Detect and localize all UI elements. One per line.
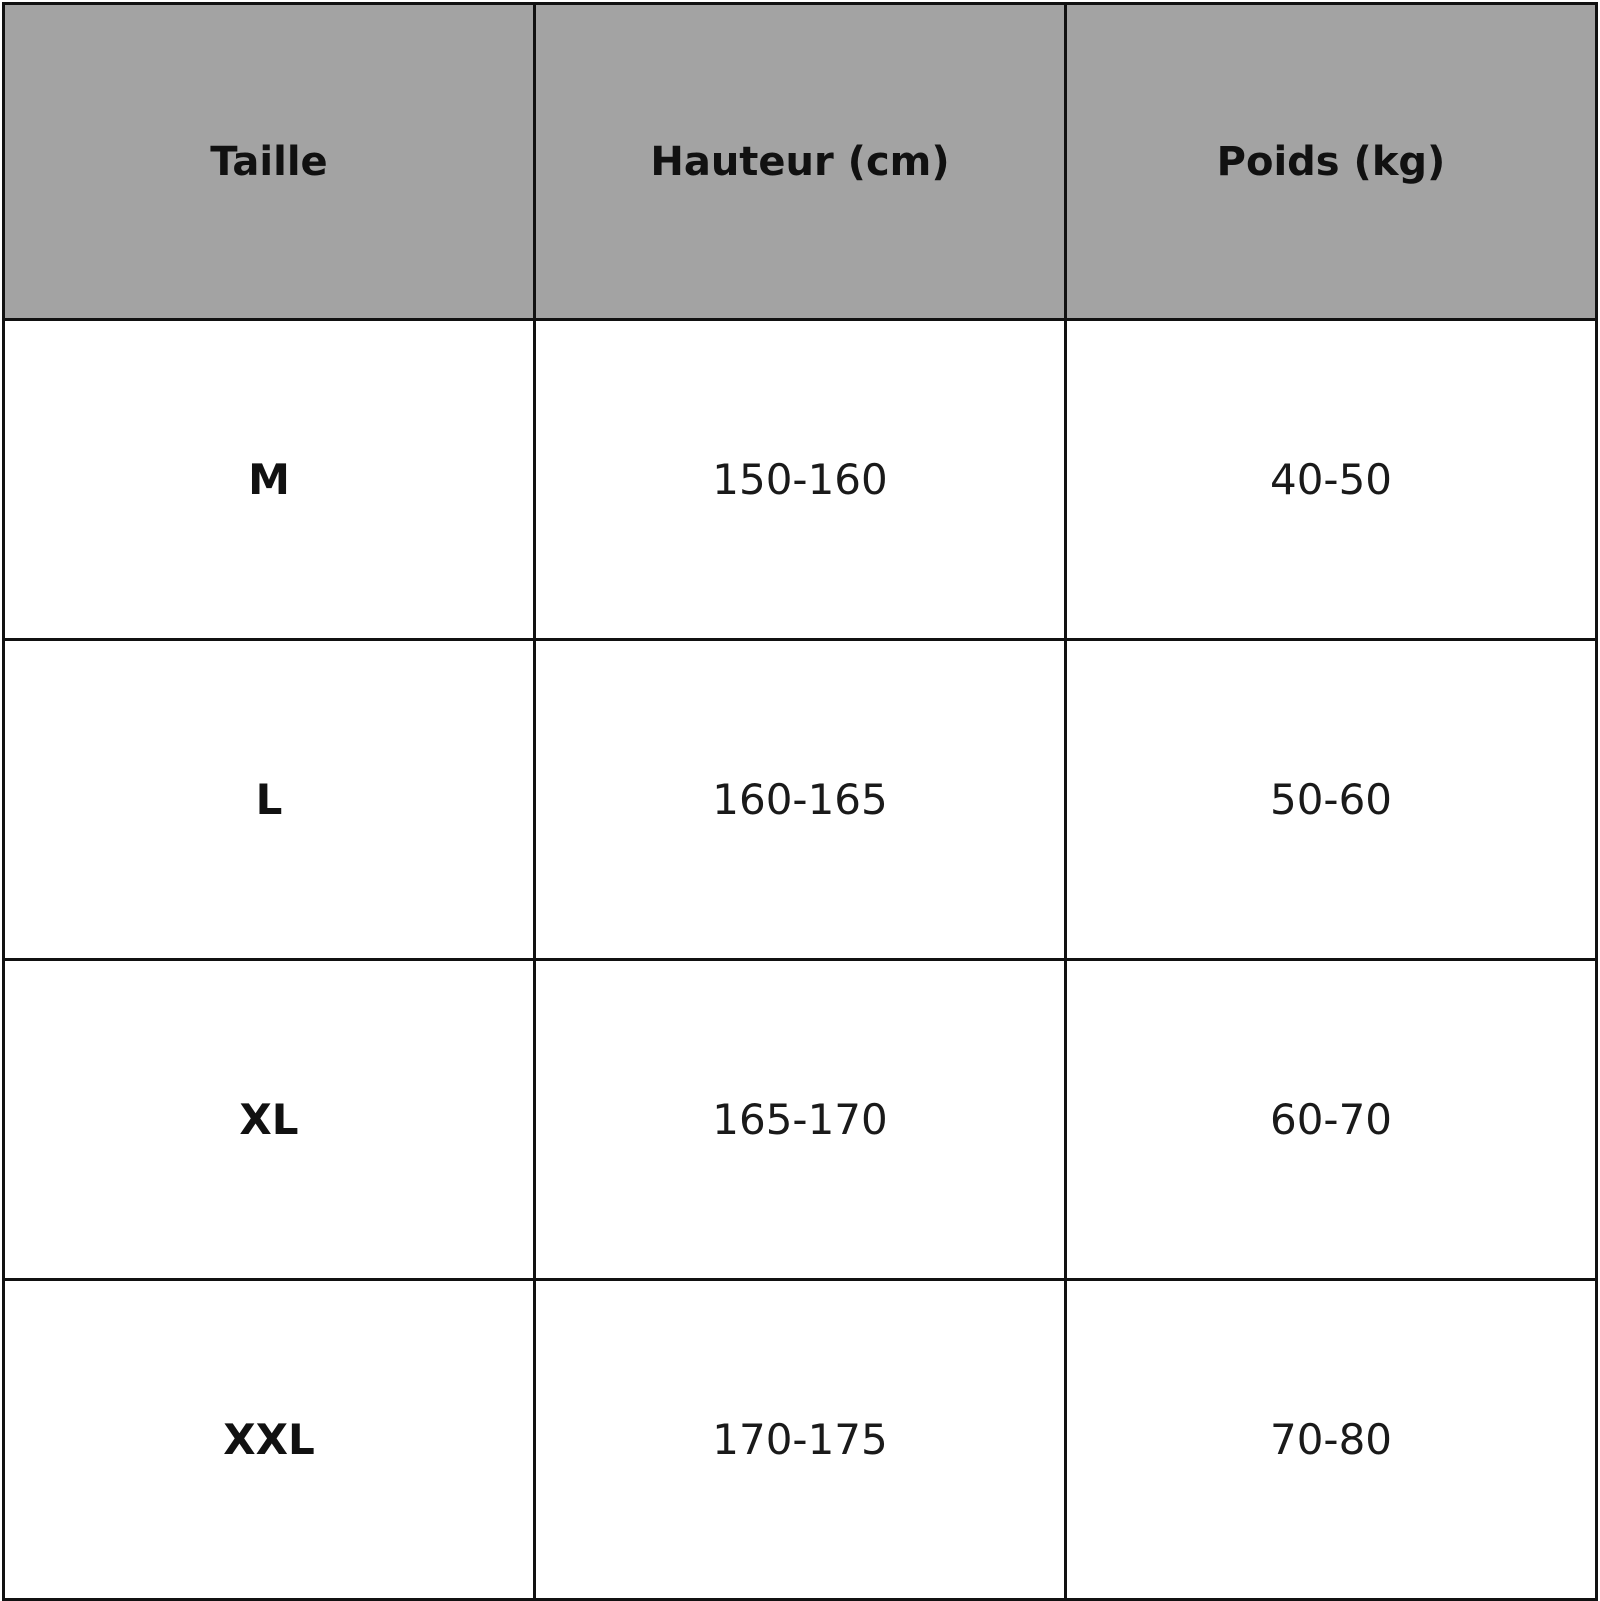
height-cell: 165-170 [535, 960, 1066, 1280]
height-cell: 170-175 [535, 1280, 1066, 1600]
header-size: Taille [4, 4, 535, 320]
size-chart-table [2, 2, 1598, 1601]
table-row [4, 320, 1597, 640]
weight-cell: 50-60 [1066, 640, 1597, 960]
size-cell: M [4, 320, 535, 640]
table-header [4, 4, 1597, 320]
header-height: Hauteur (cm) [535, 4, 1066, 320]
table-row [4, 960, 1597, 1280]
size-cell: XXL [4, 1280, 535, 1600]
table-row [4, 640, 1597, 960]
table-row [4, 1280, 1597, 1600]
header-row [4, 4, 1597, 320]
table-body [4, 320, 1597, 1600]
weight-cell: 40-50 [1066, 320, 1597, 640]
weight-cell: 70-80 [1066, 1280, 1597, 1600]
size-cell: XL [4, 960, 535, 1280]
header-weight: Poids (kg) [1066, 4, 1597, 320]
weight-cell: 60-70 [1066, 960, 1597, 1280]
height-cell: 160-165 [535, 640, 1066, 960]
size-cell: L [4, 640, 535, 960]
height-cell: 150-160 [535, 320, 1066, 640]
